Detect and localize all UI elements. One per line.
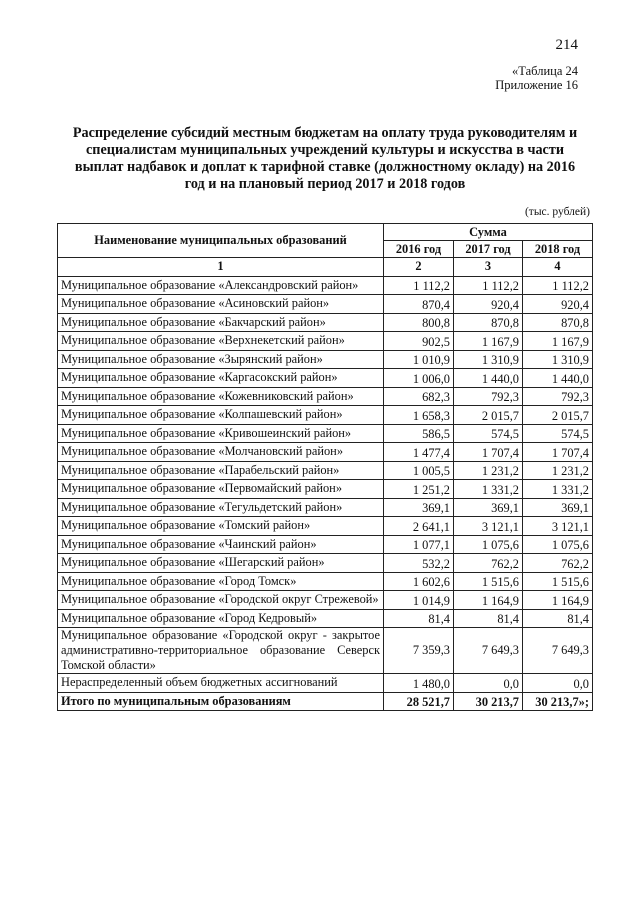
amount-2016: 1 006,0 [384, 369, 454, 388]
amount-2018: 762,2 [523, 554, 593, 573]
amount-2018: 792,3 [523, 387, 593, 406]
municipality-name: Муниципальное образование «Город Томск» [58, 572, 384, 591]
municipality-name: Муниципальное образование «Каргасокский район» [58, 369, 384, 388]
header-year: 2016 год [384, 241, 454, 258]
amount-2016: 1 010,9 [384, 350, 454, 369]
amount-2017: 1 310,9 [454, 350, 523, 369]
amount-2018: 1 167,9 [523, 332, 593, 351]
amount-2017: 920,4 [454, 295, 523, 314]
amount-2017: 1 515,6 [454, 572, 523, 591]
amount-2018: 1 440,0 [523, 369, 593, 388]
title-line: специалистам муниципальных учреждений культуры и искусства в части [86, 142, 564, 158]
amount-2017: 1 075,6 [454, 535, 523, 554]
amount-2017: 1 112,2 [454, 276, 523, 295]
header-year: 2018 год [523, 241, 593, 258]
amount-2017: 1 331,2 [454, 480, 523, 499]
table-row [58, 461, 593, 480]
amount-2017: 81,4 [454, 609, 523, 628]
table-row [58, 295, 593, 314]
amount-2017: 1 164,9 [454, 591, 523, 610]
column-number: 2 [384, 258, 454, 277]
amount-2018: 1 310,9 [523, 350, 593, 369]
page-number: 214 [555, 37, 578, 53]
municipality-name: Муниципальное образование «Асиновский район» [58, 295, 384, 314]
amount-2018: 30 213,7»; [523, 692, 593, 711]
table-row [58, 628, 593, 674]
table-row [58, 332, 593, 351]
municipality-name: Муниципальное образование «Томский район» [58, 517, 384, 536]
header-sum: Сумма [384, 224, 593, 241]
amount-2017: 0,0 [454, 674, 523, 693]
column-number: 4 [523, 258, 593, 277]
amount-2016: 1 602,6 [384, 572, 454, 591]
amount-2016: 1 014,9 [384, 591, 454, 610]
amount-2017: 1 231,2 [454, 461, 523, 480]
table-row [58, 350, 593, 369]
amount-2018: 1 707,4 [523, 443, 593, 462]
municipality-name: Нераспределенный объем бюджетных ассигнований [58, 674, 384, 693]
municipality-name: Муниципальное образование «Бакчарский район» [58, 313, 384, 332]
amount-2016: 1 480,0 [384, 674, 454, 693]
amount-2016: 1 251,2 [384, 480, 454, 499]
amount-2018: 1 231,2 [523, 461, 593, 480]
table-row [58, 443, 593, 462]
amount-2016: 369,1 [384, 498, 454, 517]
table-row [58, 498, 593, 517]
municipality-name: Муниципальное образование «Город Кедровый» [58, 609, 384, 628]
amount-2017: 870,8 [454, 313, 523, 332]
amount-2018: 1 515,6 [523, 572, 593, 591]
amount-2017: 30 213,7 [454, 692, 523, 711]
header-year: 2017 год [454, 241, 523, 258]
amount-2017: 792,3 [454, 387, 523, 406]
amount-2017: 2 015,7 [454, 406, 523, 425]
units-label: (тыс. рублей) [524, 206, 590, 218]
amount-2018: 7 649,3 [523, 628, 593, 674]
table-row [58, 387, 593, 406]
amount-2016: 1 077,1 [384, 535, 454, 554]
table-row [58, 406, 593, 425]
municipality-name: Муниципальное образование «Верхнекетский район» [58, 332, 384, 351]
amount-2016: 1 112,2 [384, 276, 454, 295]
title-line: выплат надбавок и доплат к тарифной ставке (должностному окладу) на 2016 [74, 159, 576, 175]
table-row [58, 591, 593, 610]
amount-2016: 902,5 [384, 332, 454, 351]
amount-2016: 1 658,3 [384, 406, 454, 425]
header-name: Наименование муниципальных образований [58, 224, 384, 258]
amount-2018: 1 164,9 [523, 591, 593, 610]
amount-2017: 1 707,4 [454, 443, 523, 462]
table-row [58, 424, 593, 443]
table-row [58, 276, 593, 295]
appendix-number: Приложение 16 [495, 78, 578, 92]
amount-2016: 28 521,7 [384, 692, 454, 711]
amount-2018: 3 121,1 [523, 517, 593, 536]
municipality-name: Муниципальное образование «Городской округ Стрежевой» [58, 591, 384, 610]
title-line: год и на плановый период 2017 и 2018 годов [184, 176, 466, 192]
amount-2018: 920,4 [523, 295, 593, 314]
table-row [58, 572, 593, 591]
table-row [58, 369, 593, 388]
table-number: «Таблица 24 [512, 64, 578, 78]
table-row [58, 313, 593, 332]
municipality-name: Муниципальное образование «Первомайский район» [58, 480, 384, 499]
municipality-name: Муниципальное образование «Парабельский район» [58, 461, 384, 480]
amount-2016: 81,4 [384, 609, 454, 628]
column-number: 1 [58, 258, 384, 277]
amount-2016: 682,3 [384, 387, 454, 406]
amount-2018: 1 075,6 [523, 535, 593, 554]
amount-2018: 1 112,2 [523, 276, 593, 295]
column-number: 3 [454, 258, 523, 277]
amount-2017: 369,1 [454, 498, 523, 517]
municipality-name: Муниципальное образование «Молчановский район» [58, 443, 384, 462]
table-row [58, 674, 593, 693]
document-title [60, 125, 590, 193]
title-line: Распределение субсидий местным бюджетам на оплату труда руководителям и [72, 125, 578, 141]
municipality-name: Муниципальное образование «Колпашевский район» [58, 406, 384, 425]
municipality-name: Муниципальное образование «Александровский район» [58, 276, 384, 295]
amount-2018: 81,4 [523, 609, 593, 628]
municipality-name: Муниципальное образование «Чаинский район» [58, 535, 384, 554]
amount-2017: 1 440,0 [454, 369, 523, 388]
amount-2018: 870,8 [523, 313, 593, 332]
amount-2016: 532,2 [384, 554, 454, 573]
amount-2018: 1 331,2 [523, 480, 593, 499]
amount-2016: 7 359,3 [384, 628, 454, 674]
amount-2016: 800,8 [384, 313, 454, 332]
table-reference [495, 64, 578, 92]
amount-2018: 2 015,7 [523, 406, 593, 425]
table-row [58, 480, 593, 499]
amount-2016: 1 477,4 [384, 443, 454, 462]
amount-2018: 369,1 [523, 498, 593, 517]
municipality-name: Муниципальное образование «Городской округ - закрытое административно-территориальное образование Северск Томской области» [58, 628, 384, 674]
municipality-name: Муниципальное образование «Кожевниковский район» [58, 387, 384, 406]
subsidy-table [57, 223, 593, 711]
amount-2017: 1 167,9 [454, 332, 523, 351]
amount-2018: 0,0 [523, 674, 593, 693]
total-row [58, 692, 593, 711]
table-row [58, 517, 593, 536]
municipality-name: Муниципальное образование «Зырянский район» [58, 350, 384, 369]
amount-2016: 870,4 [384, 295, 454, 314]
municipality-name: Итого по муниципальным образованиям [58, 692, 384, 711]
municipality-name: Муниципальное образование «Шегарский район» [58, 554, 384, 573]
amount-2016: 1 005,5 [384, 461, 454, 480]
amount-2018: 574,5 [523, 424, 593, 443]
table-row [58, 609, 593, 628]
amount-2017: 762,2 [454, 554, 523, 573]
table-row [58, 535, 593, 554]
municipality-name: Муниципальное образование «Кривошеинский район» [58, 424, 384, 443]
table-row [58, 554, 593, 573]
municipality-name: Муниципальное образование «Тегульдетский район» [58, 498, 384, 517]
amount-2016: 586,5 [384, 424, 454, 443]
amount-2017: 574,5 [454, 424, 523, 443]
amount-2016: 2 641,1 [384, 517, 454, 536]
amount-2017: 3 121,1 [454, 517, 523, 536]
amount-2017: 7 649,3 [454, 628, 523, 674]
